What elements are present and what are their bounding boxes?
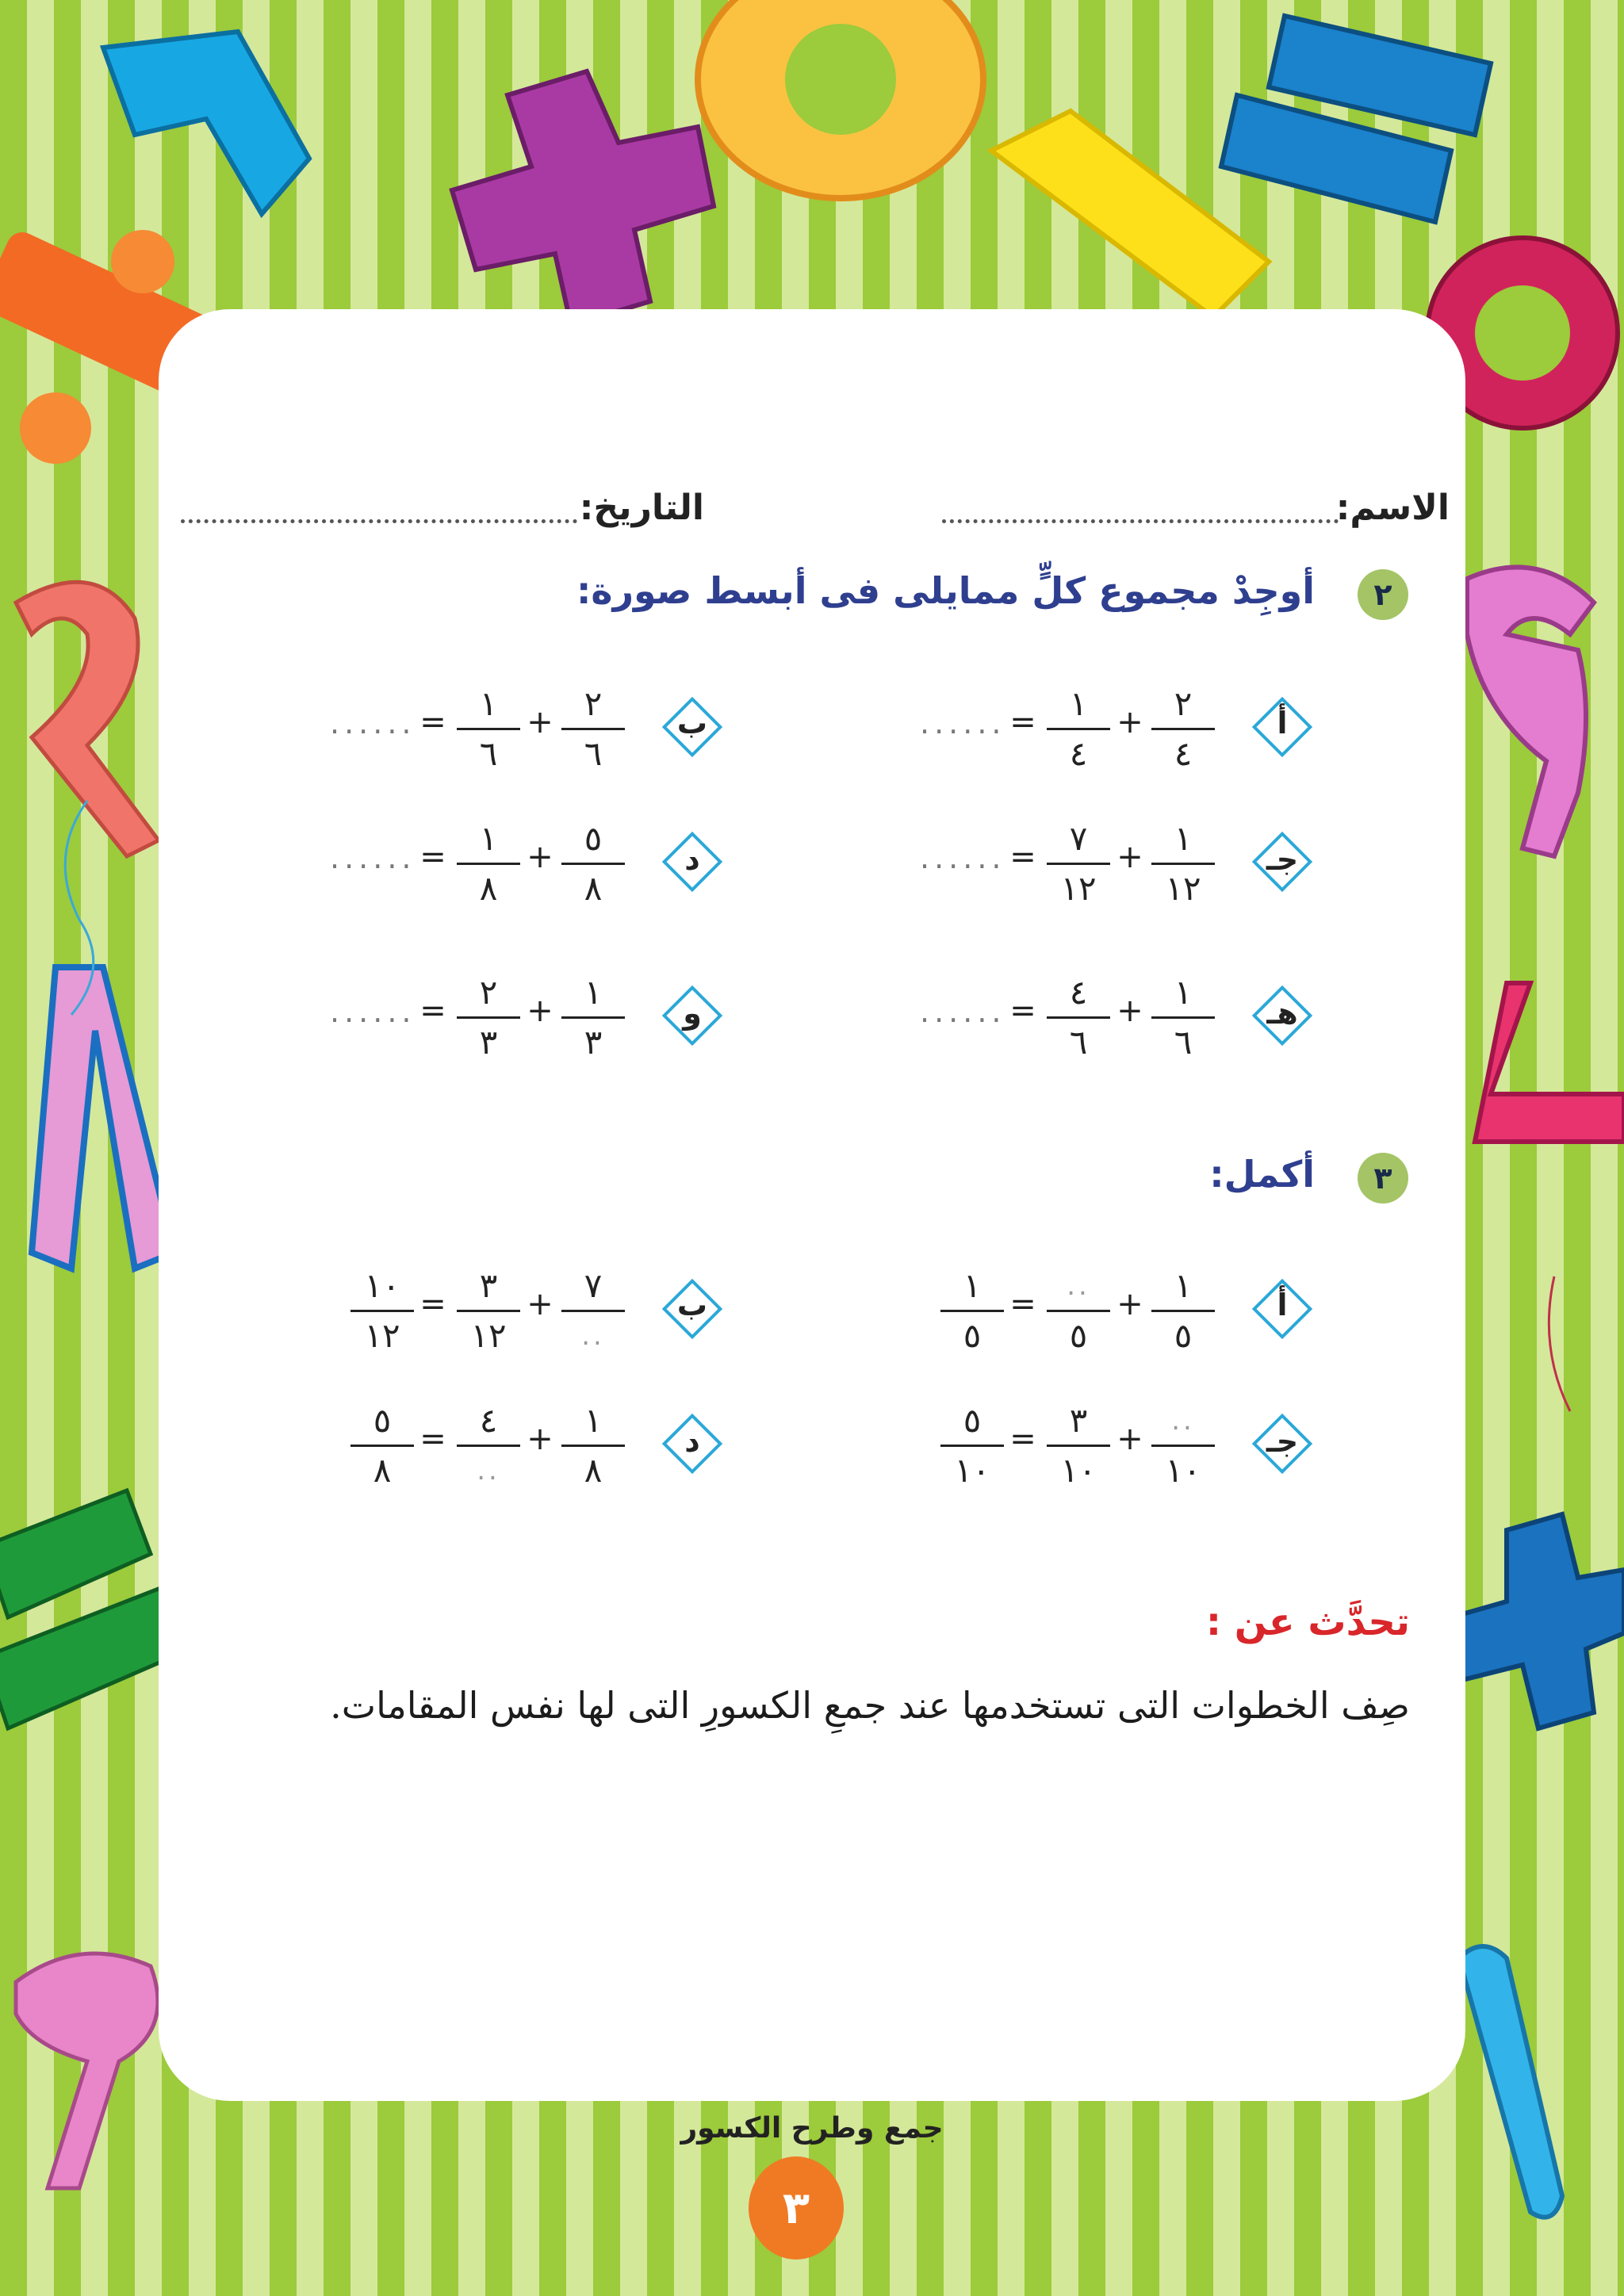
q3-a-first-fraction: ١ ٥ bbox=[1151, 1264, 1215, 1358]
q2-f-answer[interactable]: ...... bbox=[330, 994, 416, 1029]
question-2-title: أوجِدْ مجموع كلٍّ ممايلى فى أبسط صورة: bbox=[576, 569, 1315, 612]
item-d-label: د bbox=[684, 842, 700, 877]
plus-sign: + bbox=[1116, 704, 1143, 740]
plus-sign: + bbox=[527, 704, 553, 740]
q3-a-second-fraction[interactable]: .. ٥ bbox=[1047, 1264, 1110, 1358]
item-e-label: هـ bbox=[1266, 996, 1298, 1031]
plus-sign: + bbox=[527, 839, 553, 875]
q2-d-second-fraction: ١ ٨ bbox=[457, 817, 520, 911]
q2-a-first-fraction: ٢ ٤ bbox=[1151, 682, 1215, 776]
q3-c-result-fraction: ٥ ١٠ bbox=[940, 1399, 1004, 1493]
q2-c-first-fraction: ١ ١٢ bbox=[1151, 817, 1215, 911]
name-field[interactable] bbox=[942, 519, 1339, 523]
q3-c-first-fraction[interactable]: .. ١٠ bbox=[1151, 1399, 1215, 1493]
item-b-label: ب bbox=[676, 1288, 708, 1322]
item-a-label: أ bbox=[1277, 706, 1288, 740]
name-date-row bbox=[174, 488, 1450, 535]
equals-sign: = bbox=[419, 993, 446, 1029]
q2-a-second-fraction: ١ ٤ bbox=[1047, 682, 1110, 776]
name-label: الاسم: bbox=[1335, 488, 1450, 528]
q3-a-result-fraction: ١ ٥ bbox=[940, 1264, 1004, 1358]
equals-sign: = bbox=[1009, 704, 1036, 740]
q2-c-answer[interactable]: ...... bbox=[920, 840, 1006, 875]
q2-e-answer[interactable]: ...... bbox=[920, 994, 1006, 1029]
q3-b-first-fraction[interactable]: ٧ .. bbox=[561, 1264, 625, 1358]
talk-about-text: صِف الخطوات التى تستخدمها عند جمعِ الكسورِ التى لها نفس المقامات. bbox=[330, 1684, 1410, 1727]
plus-sign: + bbox=[527, 1421, 553, 1457]
q2-d-first-fraction: ٥ ٨ bbox=[561, 817, 625, 911]
item-c-label: جـ bbox=[1266, 842, 1299, 877]
plus-sign: + bbox=[527, 993, 553, 1029]
plus-sign: + bbox=[1116, 1421, 1143, 1457]
footer-title: جمع وطرح الكسور bbox=[680, 2112, 944, 2145]
q2-b-answer[interactable]: ...... bbox=[330, 706, 416, 740]
q2-b-second-fraction: ١ ٦ bbox=[457, 682, 520, 776]
plus-sign: + bbox=[1116, 993, 1143, 1029]
equals-sign: = bbox=[419, 1286, 446, 1322]
q2-f-first-fraction: ١ ٣ bbox=[561, 970, 625, 1065]
q2-b-first-fraction: ٢ ٦ bbox=[561, 682, 625, 776]
equals-sign: = bbox=[419, 1421, 446, 1457]
q3-b-second-fraction: ٣ ١٢ bbox=[457, 1264, 520, 1358]
q3-d-second-fraction[interactable]: ٤ .. bbox=[457, 1399, 520, 1493]
equals-sign: = bbox=[419, 839, 446, 875]
item-f-label: و bbox=[683, 996, 702, 1031]
question-3-number: ٣ bbox=[1358, 1153, 1408, 1203]
q3-b-result-fraction: ١٠ ١٢ bbox=[350, 1264, 414, 1358]
date-field[interactable] bbox=[181, 519, 577, 523]
equals-sign: = bbox=[1009, 1421, 1036, 1457]
item-d-label: د bbox=[684, 1424, 700, 1459]
q2-c-second-fraction: ٧ ١٢ bbox=[1047, 817, 1110, 911]
date-label: التاريخ: bbox=[579, 488, 704, 528]
plus-sign: + bbox=[1116, 839, 1143, 875]
q2-d-answer[interactable]: ...... bbox=[330, 840, 416, 875]
item-b-label: ب bbox=[676, 706, 708, 740]
q2-e-second-fraction: ٤ ٦ bbox=[1047, 970, 1110, 1065]
equals-sign: = bbox=[419, 704, 446, 740]
talk-about-title: تحدَّث عن : bbox=[1205, 1600, 1410, 1644]
question-2-number: ٢ bbox=[1358, 569, 1408, 620]
equals-sign: = bbox=[1009, 993, 1036, 1029]
q3-d-first-fraction: ١ ٨ bbox=[561, 1399, 625, 1493]
equals-sign: = bbox=[1009, 1286, 1036, 1322]
item-c-label: جـ bbox=[1266, 1424, 1299, 1459]
page-number: ٣ bbox=[749, 2156, 844, 2260]
q2-a-answer[interactable]: ...... bbox=[920, 706, 1006, 740]
q3-c-second-fraction: ٣ ١٠ bbox=[1047, 1399, 1110, 1493]
q2-e-first-fraction: ١ ٦ bbox=[1151, 970, 1215, 1065]
plus-sign: + bbox=[1116, 1286, 1143, 1322]
item-a-label: أ bbox=[1277, 1288, 1288, 1322]
equals-sign: = bbox=[1009, 839, 1036, 875]
plus-sign: + bbox=[527, 1286, 553, 1322]
question-3-title: أكمل: bbox=[1209, 1153, 1315, 1196]
q3-d-result-fraction: ٥ ٨ bbox=[350, 1399, 414, 1493]
q2-f-second-fraction: ٢ ٣ bbox=[457, 970, 520, 1065]
